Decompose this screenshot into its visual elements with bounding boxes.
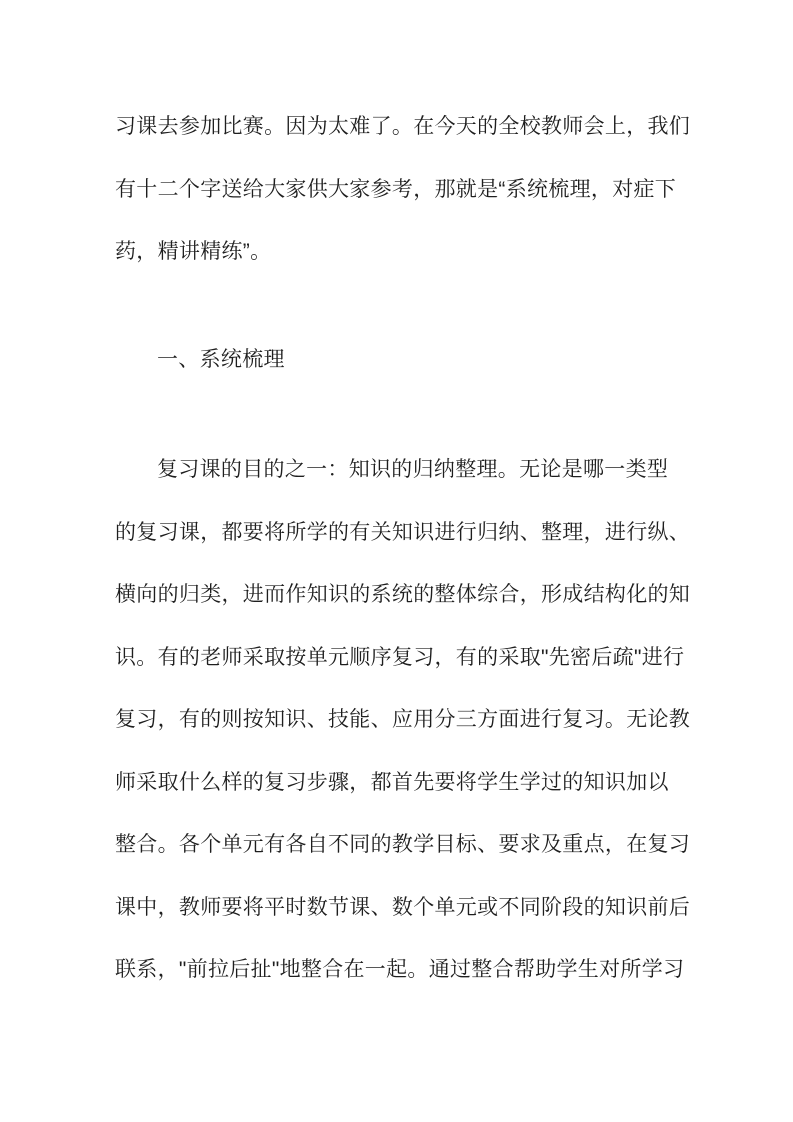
text-line: 联系，"前拉后扯"地整合在一起。通过整合帮助学生对所学习 xyxy=(115,958,685,981)
text-line: 复习，有的则按知识、技能、应用分三方面进行复习。无论教 xyxy=(115,708,691,731)
text-line: 有十二个字送给大家供大家参考，那就是“系统梳理，对症下 xyxy=(115,177,677,201)
text-line: 识。有的老师采取按单元顺序复习，有的采取"先密后疏"进行 xyxy=(115,645,685,669)
text-line: 的复习课，都要将所学的有关知识进行归纳、整理，进行纵、 xyxy=(115,520,691,544)
text-line: 横向的归类，进而作知识的系统的整体综合，形成结构化的知 xyxy=(115,583,691,606)
section-heading-1: 一、系统梳理 xyxy=(157,348,285,371)
paragraph-section-1 xyxy=(115,439,691,1002)
paragraph-continuation xyxy=(115,96,691,284)
text-line: 复习课的目的之一：知识的归纳整理。无论是哪一类型 xyxy=(157,458,669,481)
text-line: 课中，教师要将平时数节课、数个单元或不同阶段的知识前后 xyxy=(115,895,691,919)
text-line: 整合。各个单元有各自不同的教学目标、要求及重点，在复习 xyxy=(115,833,691,856)
text-line: 师采取什么样的复习步骤，都首先要将学生学过的知识加以 xyxy=(115,770,669,794)
text-line: 习课去参加比赛。因为太难了。在今天的全校教师会上，我们 xyxy=(115,115,691,138)
text-line: 药，精讲精练”。 xyxy=(115,240,272,263)
